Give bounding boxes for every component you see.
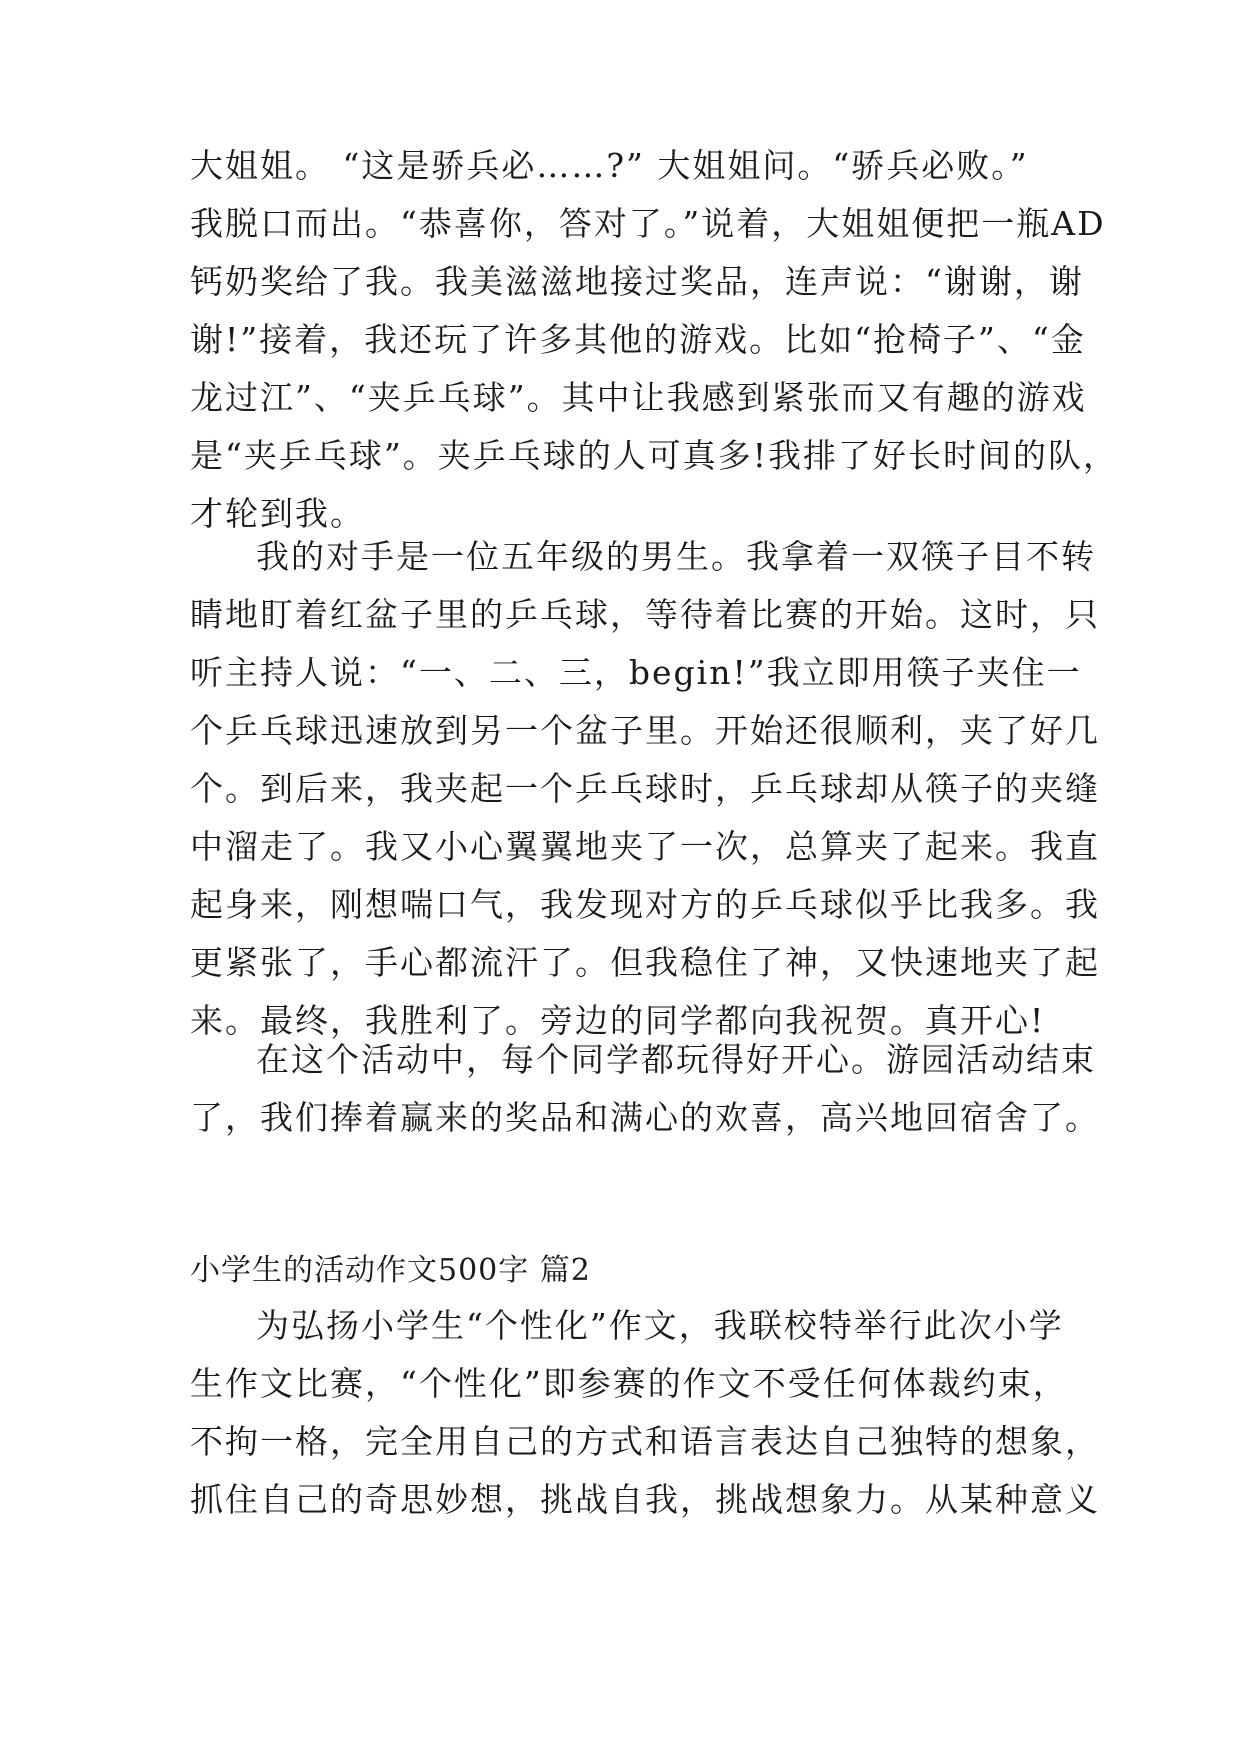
text-line: 更紧张了，手心都流汗了。但我稳住了神，又快速地夹了起 <box>190 943 1100 982</box>
paragraph-4 <box>190 1297 1100 1529</box>
text-line: 个乒乓球迅速放到另一个盆子里。开始还很顺利，夹了好几 <box>190 711 1100 750</box>
text-line: 了，我们捧着赢来的奖品和满心的欢喜，高兴地回宿舍了。 <box>190 1098 1100 1137</box>
text-line: 睛地盯着红盆子里的乒乓球，等待着比赛的开始。这时，只 <box>190 595 1100 634</box>
text-line: 龙过江”、“夹乒乓球”。其中让我感到紧张而又有趣的游戏 <box>190 378 1087 417</box>
text-line: 我脱口而出。“恭喜你，答对了。”说着，大姐姐便把一瓶AD <box>190 204 1106 243</box>
paragraph-3 <box>190 1031 1100 1147</box>
text-line: 起身来，刚想喘口气，我发现对方的乒乓球似乎比我多。我 <box>190 885 1100 924</box>
text-line: 在这个活动中，每个同学都玩得好开心。游园活动结束 <box>256 1040 1096 1079</box>
text-line: 听主持人说：“一、二、三，begin!”我立即用筷子夹住一 <box>190 653 1082 692</box>
text-line: 谢!”接着，我还玩了许多其他的游戏。比如“抢椅子”、“金 <box>190 320 1086 359</box>
text-line: 抓住自己的奇思妙想，挑战自我，挑战想象力。从某种意义 <box>190 1480 1100 1519</box>
text-line: 来。最终，我胜利了。旁边的同学都向我祝贺。真开心! <box>190 1001 1046 1040</box>
text-line: 是“夹乒乓球”。夹乒乓球的人可真多!我排了好长时间的队， <box>190 436 1119 475</box>
text-line: 大姐姐。 “这是骄兵必……?” 大姐姐问。“骄兵必败。” <box>190 146 1029 185</box>
text-line: 生作文比赛，“个性化”即参赛的作文不受任何体裁约束， <box>190 1364 1068 1403</box>
text-line: 个。到后来，我夹起一个乒乓球时，乒乓球却从筷子的夹缝 <box>190 769 1100 808</box>
text-line: 才轮到我。 <box>190 494 365 533</box>
paragraph-2 <box>190 528 1100 1050</box>
text-line: 我的对手是一位五年级的男生。我拿着一双筷子目不转 <box>256 537 1096 576</box>
section-heading: 小学生的活动作文500字 篇2 <box>190 1253 591 1288</box>
text-line: 为弘扬小学生“个性化”作文，我联校特举行此次小学 <box>256 1306 1064 1345</box>
text-line: 钙奶奖给了我。我美滋滋地接过奖品，连声说：“谢谢，谢 <box>190 262 1084 301</box>
text-line: 中溜走了。我又小心翼翼地夹了一次，总算夹了起来。我直 <box>190 827 1100 866</box>
paragraph-1 <box>190 137 1119 543</box>
text-line: 不拘一格，完全用自己的方式和语言表达自己独特的想象， <box>190 1422 1100 1461</box>
